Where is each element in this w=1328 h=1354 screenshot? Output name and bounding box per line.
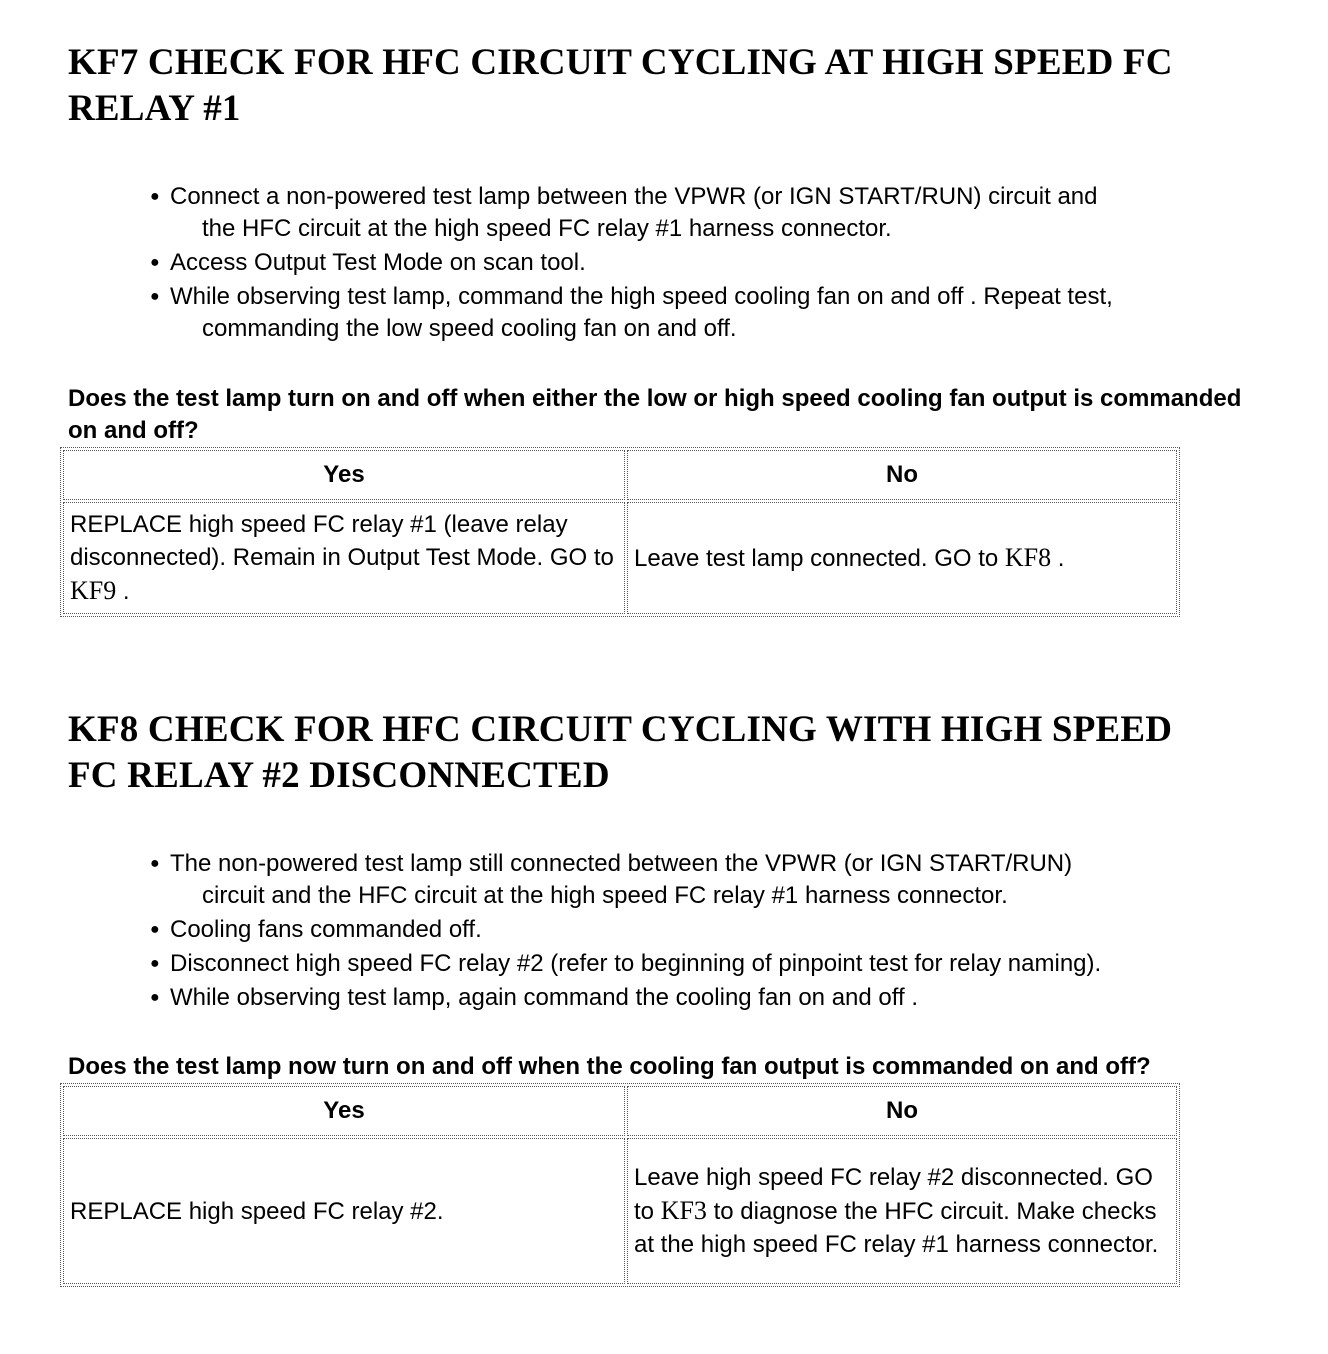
title-line: KF8 CHECK FOR HFC CIRCUIT CYCLING WITH HIGH SPEED: [68, 709, 1173, 750]
step-item: [150, 948, 1265, 980]
bullet-icon: ●: [150, 955, 160, 972]
title-line: KF7 CHECK FOR HFC CIRCUIT CYCLING AT HIGH SPEED FC: [68, 42, 1173, 83]
kf3-link[interactable]: KF3: [660, 1196, 707, 1225]
step-text-continued: commanding the low speed cooling fan on and off.: [202, 315, 737, 342]
section-kf8: [68, 707, 1268, 1287]
bullet-icon: ●: [150, 254, 160, 271]
bullet-icon: ●: [150, 921, 160, 938]
step-text-continued: circuit and the HFC circuit at the high speed FC relay #1 harness connector.: [202, 882, 1008, 909]
kf9-link[interactable]: KF9: [70, 576, 117, 605]
table-header-row: [63, 1086, 1177, 1136]
table-header-row: [63, 450, 1177, 500]
no-header: No: [627, 1086, 1177, 1136]
step-text: Cooling fans commanded off.: [170, 916, 482, 943]
step-list: [150, 181, 1265, 345]
cell-text: REPLACE high speed FC relay #1 (leave relay disconnected). Remain in Output Test Mode. GO to: [70, 511, 614, 571]
step-item: [150, 982, 1265, 1014]
question-text: Does the test lamp now turn on and off when the cooling fan output is commanded on and off?: [68, 1053, 1151, 1080]
table-row: [63, 1138, 1177, 1284]
answer-table: [60, 1083, 1180, 1287]
no-cell: [627, 502, 1177, 614]
no-cell: [627, 1138, 1177, 1284]
step-text-continued: the HFC circuit at the high speed FC relay #1 harness connector.: [202, 215, 892, 242]
section-kf7: [68, 40, 1268, 617]
cell-text: .: [116, 578, 130, 605]
step-list: [150, 848, 1265, 1014]
step-text: While observing test lamp, again command the cooling fan on and off .: [170, 984, 918, 1011]
step-item: [150, 247, 1265, 279]
question-text: Does the test lamp turn on and off when either the low or high speed cooling fan output is commanded on and off?: [68, 385, 1242, 444]
kf8-link[interactable]: KF8: [1004, 543, 1052, 572]
step-item: [150, 848, 1265, 912]
yes-header: Yes: [63, 450, 625, 500]
bullet-icon: ●: [150, 989, 160, 1006]
cell-text: Leave test lamp connected. GO to: [634, 545, 1005, 572]
bullet-icon: ●: [150, 288, 160, 305]
yes-header: Yes: [63, 1086, 625, 1136]
step-text: Connect a non-powered test lamp between the VPWR (or IGN START/RUN) circuit and: [170, 183, 1098, 210]
no-header: No: [627, 450, 1177, 500]
bullet-icon: ●: [150, 188, 160, 205]
step-text: While observing test lamp, command the high speed cooling fan on and off . Repeat test,: [170, 283, 1113, 310]
title-line: RELAY #1: [68, 88, 241, 129]
cell-text: Leave high speed FC relay #2 disconnected. GO to: [634, 1164, 1153, 1225]
bullet-icon: ●: [150, 855, 160, 872]
yes-cell: [63, 502, 625, 614]
step-text: The non-powered test lamp still connected between the VPWR (or IGN START/RUN): [170, 850, 1073, 877]
yes-cell: [63, 1138, 625, 1284]
title-line: FC RELAY #2 DISCONNECTED: [68, 755, 610, 796]
step-item: [150, 914, 1265, 946]
step-text: Access Output Test Mode on scan tool.: [170, 249, 586, 276]
step-item: [150, 181, 1265, 245]
cell-text: REPLACE high speed FC relay #2.: [70, 1197, 444, 1225]
cell-text: to diagnose the HFC circuit. Make checks at the high speed FC relay #1 harness connector.: [634, 1198, 1159, 1258]
section-title: [68, 707, 1268, 799]
cell-text: .: [1051, 545, 1065, 572]
section-title: [68, 40, 1268, 132]
step-text: Disconnect high speed FC relay #2 (refer to beginning of pinpoint test for relay naming).: [170, 950, 1102, 977]
step-item: [150, 281, 1265, 345]
answer-table: [60, 447, 1180, 617]
table-row: [63, 502, 1177, 614]
